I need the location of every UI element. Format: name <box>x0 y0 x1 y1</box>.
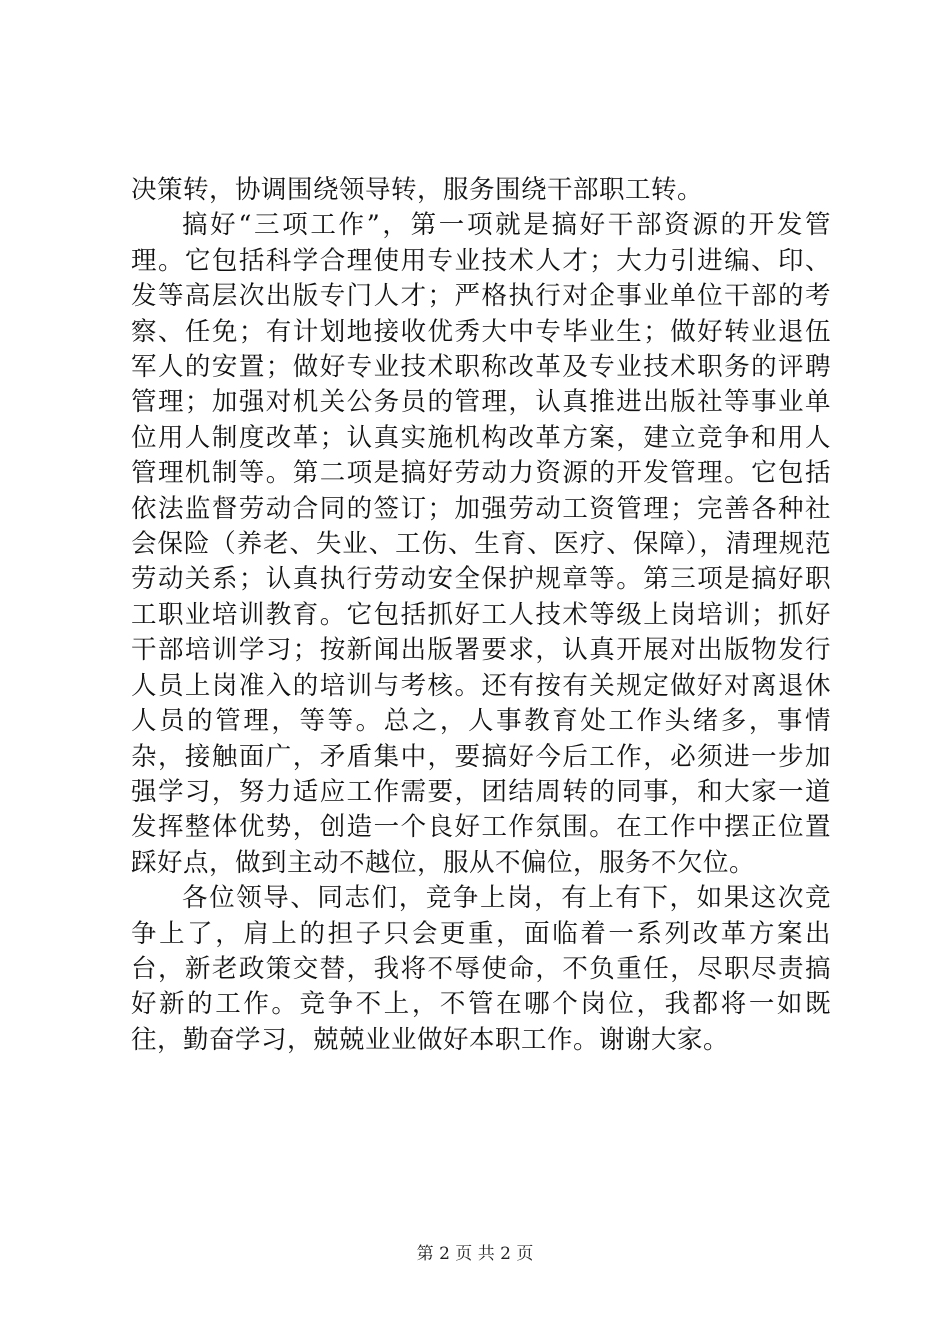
document-body <box>131 173 831 1058</box>
page-number-footer: 第 2 页 共 2 页 <box>416 1244 534 1264</box>
paragraph-continuation: 决策转，协调围绕领导转，服务围绕干部职工转。 <box>131 175 704 205</box>
paragraph-closing: 各位领导、同志们，竞争上岗，有上有下，如果这次竞争上了，肩上的担子只会更重，面临着一系列改革方案出台，新老政策交替，我将不辱使命，不负重任，尽职尽责搞好新的工作。竞争不上，不管在哪个岗位，我都将一如既往，勤奋学习，兢兢业业做好本职工作。谢谢大家。 <box>131 883 831 1055</box>
paragraph-three-tasks: 搞好“三项工作”，第一项就是搞好干部资源的开发管理。它包括科学合理使用专业技术人才；大力引进编、印、发等高层次出版专门人才；严格执行对企事业单位干部的考察、任免；有计划地接收优秀大中专毕业生；做好转业退伍军人的安置；做好专业技术职称改革及专业技术职务的评聘管理；加强对机关公务员的管理，认真推进出版社等事业单位用人制度改革；认真实施机构改革方案，建立竞争和用人管理机制等。第二项是搞好劳动力资源的开发管理。它包括依法监督劳动合同的签订；加强劳动工资管理；完善各种社会保险（养老、失业、工伤、生育、医疗、保障），清理规范劳动关系；认真执行劳动安全保护规章等。第三项是搞好职工职业培训教育。它包括抓好工人技术等级上岗培训；抓好干部培训学习；按新闻出版署要求，认真开展对出版物发行人员上岗准入的培训与考核。还有按有关规定做好对离退休人员的管理，等等。总之，人事教育处工作头绪多，事情杂，接触面广，矛盾集中，要搞好今后工作，必须进一步加强学习，努力适应工作需要，团结周转的同事，和大家一道发挥整体优势，创造一个良好工作氛围。在工作中摆正位置踩好点，做到主动不越位，服从不偏位，服务不欠位。 <box>131 210 831 878</box>
